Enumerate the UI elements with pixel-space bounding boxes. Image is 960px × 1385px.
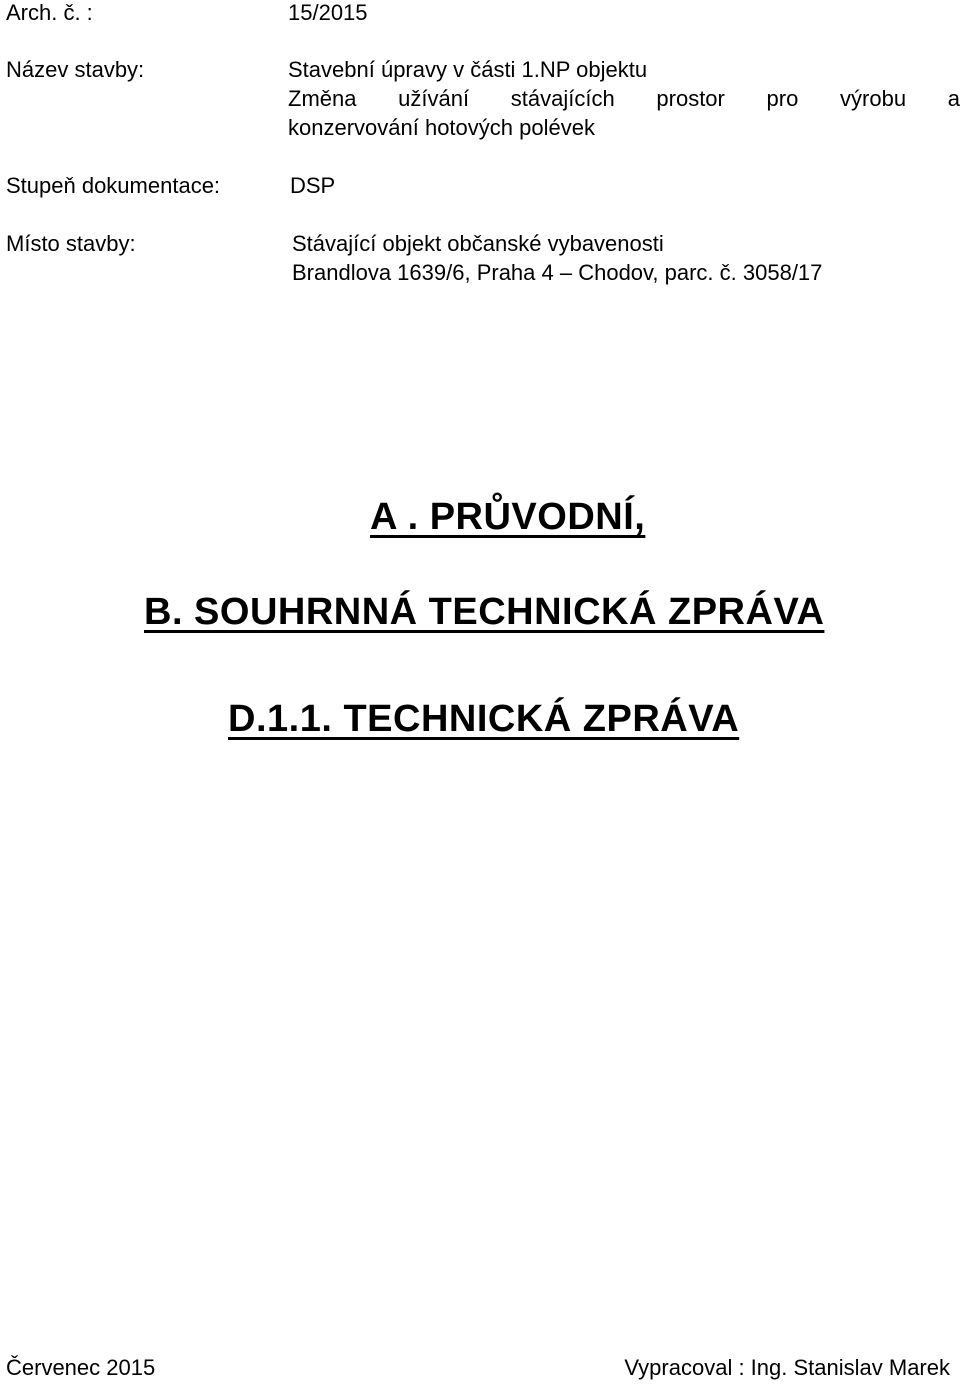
arch-number-value: 15/2015 <box>288 0 368 25</box>
title-d: D.1.1. TECHNICKÁ ZPRÁVA <box>228 698 740 740</box>
documentation-stage-label: Stupeň dokumentace: <box>6 173 221 198</box>
location-label: Místo stavby: <box>6 231 136 256</box>
footer-date: Červenec 2015 <box>6 1355 156 1380</box>
location-line-2: Brandlova 1639/6, Praha 4 – Chodov, parc. č. 3058/17 <box>292 260 823 285</box>
project-name-label: Název stavby: <box>6 57 145 82</box>
title-a: A . PRŮVODNÍ, <box>370 496 646 538</box>
location-line-1: Stávající objekt občanské vybavenosti <box>292 231 664 256</box>
project-name-line-1: Stavební úpravy v části 1.NP objektu <box>288 57 648 82</box>
footer-author: Vypracoval : Ing. Stanislav Marek <box>624 1355 950 1380</box>
title-b: B. SOUHRNNÁ TECHNICKÁ ZPRÁVA <box>144 591 825 633</box>
project-name-line-3: konzervování hotových polévek <box>288 115 595 140</box>
arch-number-label: Arch. č. : <box>6 0 93 25</box>
documentation-stage-value: DSP <box>290 173 336 198</box>
project-name-line-2: Změna užívání stávajících prostor pro výrobu a <box>288 86 960 111</box>
